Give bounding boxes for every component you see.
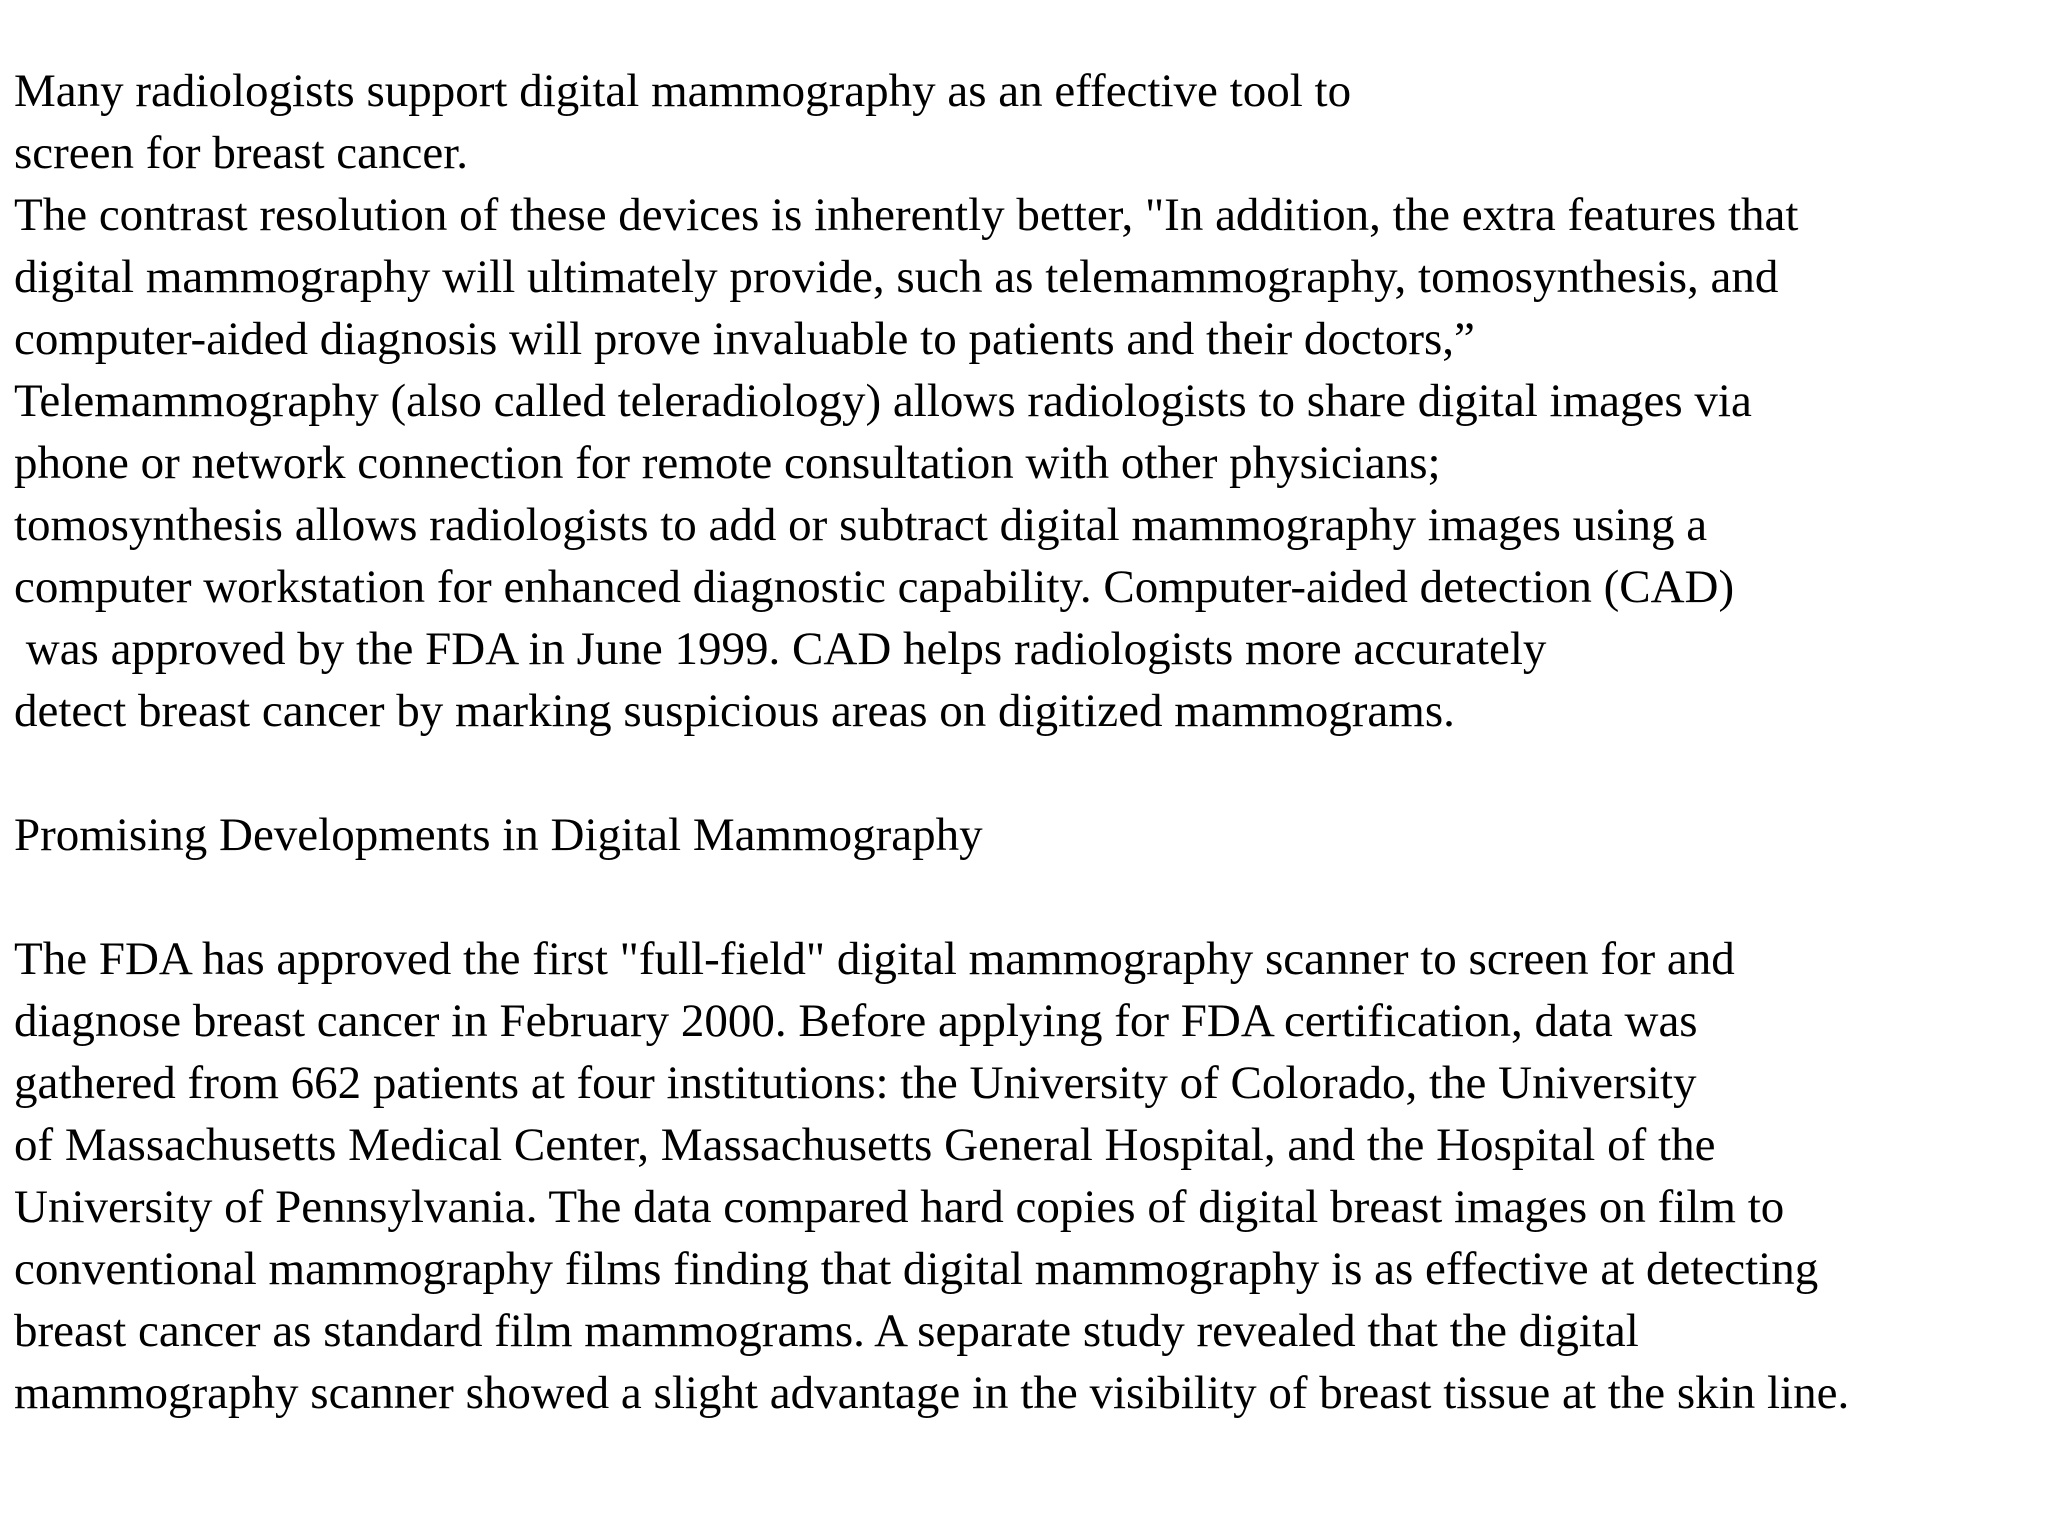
text-line: The contrast resolution of these devices is inherently better, "In addition, the extra features that: [14, 189, 1799, 241]
text-line: Many radiologists support digital mammography as an effective tool to: [14, 65, 1352, 117]
text-line: of Massachusetts Medical Center, Massachusetts General Hospital, and the Hospital of the: [14, 1119, 1716, 1171]
paragraph-spacer: [14, 866, 2044, 928]
text-line: conventional mammography films finding that digital mammography is as effective at detecting: [14, 1243, 1819, 1295]
text-line: computer workstation for enhanced diagnostic capability. Computer-aided detection (CAD): [14, 561, 1735, 613]
text-line: digital mammography will ultimately provide, such as telemammography, tomosynthesis, and: [14, 251, 1779, 303]
document-body: [14, 60, 2044, 1424]
paragraph-2: [14, 928, 2044, 1424]
text-line: diagnose breast cancer in February 2000. Before applying for FDA certification, data was: [14, 995, 1698, 1047]
paragraph-spacer: [14, 742, 2044, 804]
text-line: breast cancer as standard film mammograms. A separate study revealed that the digital: [14, 1305, 1639, 1357]
paragraph-1: [14, 60, 2044, 742]
section-heading: Promising Developments in Digital Mammography: [14, 809, 983, 861]
text-line: mammography scanner showed a slight advantage in the visibility of breast tissue at the skin line.: [14, 1367, 1850, 1419]
text-line: phone or network connection for remote consultation with other physicians;: [14, 437, 1441, 489]
text-line: screen for breast cancer.: [14, 127, 469, 179]
text-line: computer-aided diagnosis will prove invaluable to patients and their doctors,”: [14, 313, 1475, 365]
text-line: gathered from 662 patients at four institutions: the University of Colorado, the University: [14, 1057, 1697, 1109]
text-line: detect breast cancer by marking suspicious areas on digitized mammograms.: [14, 685, 1455, 737]
text-line: was approved by the FDA in June 1999. CAD helps radiologists more accurately: [14, 623, 1547, 675]
text-line: University of Pennsylvania. The data compared hard copies of digital breast images on film to: [14, 1181, 1785, 1233]
text-line: The FDA has approved the first "full-field" digital mammography scanner to screen for and: [14, 933, 1735, 985]
text-line: Telemammography (also called teleradiology) allows radiologists to share digital images via: [14, 375, 1752, 427]
text-line: tomosynthesis allows radiologists to add or subtract digital mammography images using a: [14, 499, 1708, 551]
